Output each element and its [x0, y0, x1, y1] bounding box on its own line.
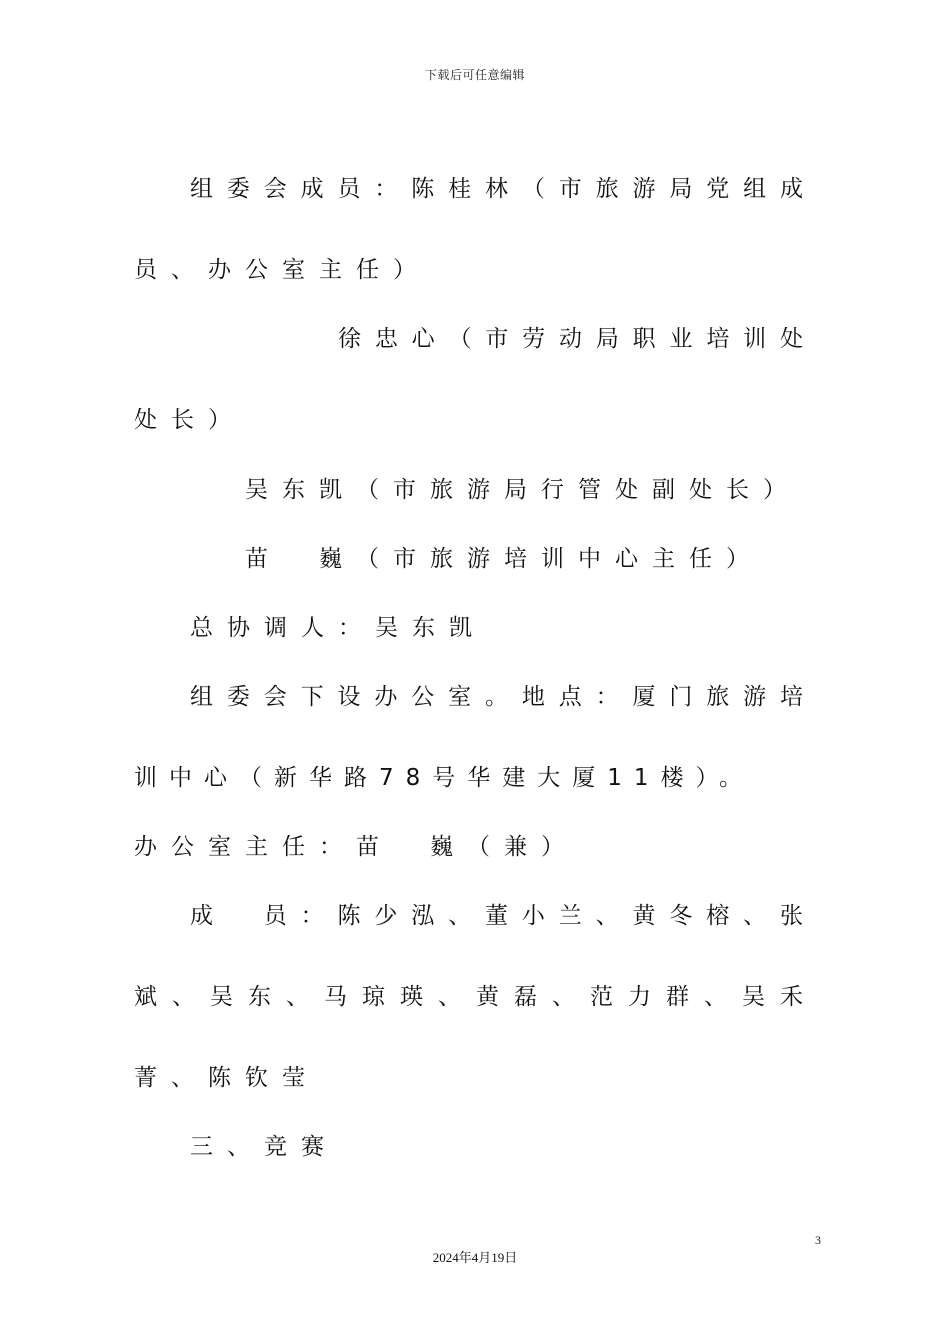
member-xu-line-2: 处长） — [134, 407, 245, 433]
member-miao: 苗 巍（市旅游培训中心主任） — [245, 546, 763, 572]
member-xu-line-1: 徐忠心（市劳动局职业培训处 — [338, 326, 803, 352]
office-line-1: 组委会下设办公室。地点：厦门旅游培 — [190, 684, 803, 710]
office-line-2: 训中心（新华路78号华建大厦11楼）。 — [134, 765, 755, 791]
committee-member-line-2: 员、办公室主任） — [134, 257, 430, 283]
members-line-3: 菁、陈钦莹 — [134, 1065, 319, 1091]
footer-date: 2024年4月19日 — [432, 1250, 518, 1265]
committee-member-line-1: 组委会成员：陈桂林（市旅游局党组成 — [190, 176, 803, 202]
header-note: 下载后可任意编辑 — [424, 68, 525, 82]
office-director: 办公室主任：苗 巍（兼） — [134, 834, 578, 860]
section-three-heading: 三、竞赛 — [190, 1134, 338, 1160]
members-line-1: 成 员：陈少泓、董小兰、黄冬榕、张 — [190, 903, 803, 929]
members-line-2: 斌、吴东、马琼瑛、黄磊、范力群、吴禾 — [134, 984, 803, 1010]
coordinator: 总协调人：吴东凯 — [190, 615, 486, 641]
page-number: 3 — [815, 1233, 821, 1247]
member-wu: 吴东凯（市旅游局行管处副处长） — [245, 477, 800, 503]
